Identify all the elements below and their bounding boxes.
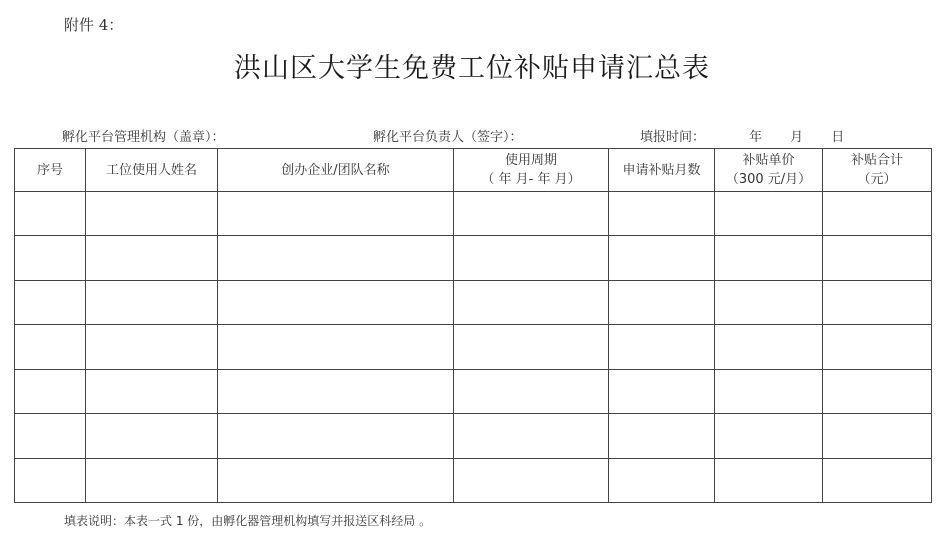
table-cell[interactable] (823, 236, 932, 280)
header-subsidy-total (823, 149, 932, 192)
table-row (15, 458, 932, 502)
fill-date (749, 126, 844, 145)
date-month: 月 (790, 130, 804, 145)
table-row (15, 236, 932, 280)
column-header-label: 工位使用人姓名 (105, 162, 197, 178)
head-signature-label: 孵化平台负责人（签字）： (373, 130, 523, 145)
table-cell[interactable] (715, 325, 823, 369)
table-cell[interactable] (715, 236, 823, 280)
table-cell[interactable] (15, 280, 86, 324)
table-cell[interactable] (609, 458, 715, 502)
header-usage-period (454, 149, 609, 192)
table-cell[interactable] (823, 325, 932, 369)
table-cell[interactable] (15, 414, 86, 458)
table-row (15, 325, 932, 369)
table-cell[interactable] (218, 369, 454, 413)
table-cell[interactable] (86, 369, 218, 413)
date-year: 年 (749, 130, 763, 145)
table-cell[interactable] (86, 236, 218, 280)
table-cell[interactable] (15, 369, 86, 413)
table-cell[interactable] (715, 192, 823, 236)
table-cell[interactable] (15, 192, 86, 236)
column-header-sublabel: （ 年 月- 年 月） (481, 172, 581, 187)
table-cell[interactable] (609, 192, 715, 236)
table-row (15, 280, 932, 324)
table-cell[interactable] (218, 280, 454, 324)
column-header-label: 申请补贴月数 (622, 162, 701, 178)
date-day: 日 (831, 130, 845, 145)
table-cell[interactable] (15, 458, 86, 502)
table-header-row (15, 149, 932, 192)
table-cell[interactable] (86, 458, 218, 502)
header-company-name (218, 149, 454, 192)
column-header-label: 使用周期 (504, 153, 557, 168)
table-cell[interactable] (454, 458, 609, 502)
table-cell[interactable] (823, 369, 932, 413)
table-cell[interactable] (454, 192, 609, 236)
table-cell[interactable] (823, 458, 932, 502)
table-row (15, 414, 932, 458)
header-subsidy-months (609, 149, 715, 192)
column-header-label: 创办企业/团队名称 (281, 162, 390, 178)
header-unit-price (715, 149, 823, 192)
table-row (15, 192, 932, 236)
table-cell[interactable] (609, 325, 715, 369)
table-cell[interactable] (86, 414, 218, 458)
table-cell[interactable] (15, 325, 86, 369)
table-cell[interactable] (218, 458, 454, 502)
table-cell[interactable] (715, 369, 823, 413)
table-cell[interactable] (218, 236, 454, 280)
page-title: 洪山区大学生免费工位补贴申请汇总表 (234, 53, 710, 84)
table-cell[interactable] (609, 236, 715, 280)
subsidy-summary-table (14, 148, 932, 503)
table-cell[interactable] (609, 369, 715, 413)
attachment-label: 附件 4： (64, 16, 124, 34)
column-header-sublabel: （元） (857, 172, 897, 187)
table-cell[interactable] (86, 192, 218, 236)
header-user-name (86, 149, 218, 192)
table-cell[interactable] (715, 458, 823, 502)
table-cell[interactable] (823, 414, 932, 458)
table-cell[interactable] (454, 236, 609, 280)
table-cell[interactable] (86, 280, 218, 324)
table-cell[interactable] (454, 280, 609, 324)
table-cell[interactable] (454, 414, 609, 458)
table-cell[interactable] (609, 414, 715, 458)
table-cell[interactable] (86, 325, 218, 369)
column-header-sublabel: （300 元/月） (725, 172, 812, 187)
column-header-label: 序号 (36, 162, 63, 178)
table-cell[interactable] (218, 192, 454, 236)
org-stamp-label: 孵化平台管理机构（盖章）： (62, 130, 225, 145)
column-header-label: 补贴单价 (742, 153, 795, 168)
table-cell[interactable] (609, 280, 715, 324)
table-row (15, 369, 932, 413)
column-header-label: 补贴合计 (850, 153, 903, 168)
header-index (15, 149, 86, 192)
table-cell[interactable] (15, 236, 86, 280)
table-body (15, 192, 932, 503)
table-cell[interactable] (454, 369, 609, 413)
table-cell[interactable] (218, 414, 454, 458)
table-cell[interactable] (454, 325, 609, 369)
table-cell[interactable] (823, 192, 932, 236)
fill-instructions: 填表说明：本表一式 1 份，由孵化器管理机构填写并报送区科经局 。 (64, 514, 432, 528)
table-cell[interactable] (823, 280, 932, 324)
table-cell[interactable] (218, 325, 454, 369)
fill-time-field (640, 126, 844, 145)
table-cell[interactable] (715, 280, 823, 324)
table-cell[interactable] (715, 414, 823, 458)
fill-time-label: 填报时间： (640, 130, 706, 145)
